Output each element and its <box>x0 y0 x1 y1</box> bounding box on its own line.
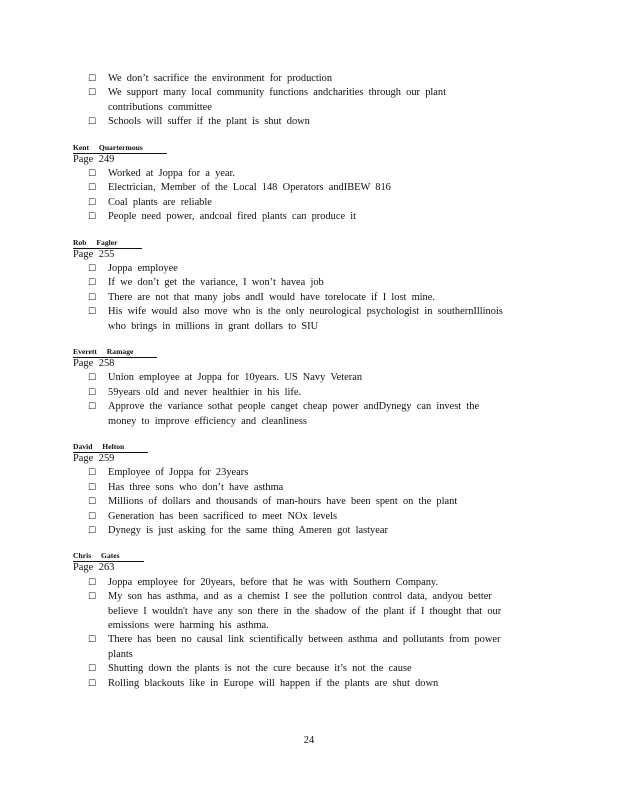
list-item: Worked at Joppa for a year. <box>108 168 235 179</box>
bullet-checkbox-icon: ☐ <box>88 373 97 384</box>
list-item: Joppa employee <box>108 263 178 274</box>
speaker-name: Kent Quartermous <box>73 143 167 154</box>
bullet-checkbox-icon: ☐ <box>88 387 97 398</box>
list-item: His wife would also move who is the only neurological psychologist in southernIllinois <box>108 306 503 318</box>
transcript-page-reference: Page 259 <box>73 453 115 464</box>
transcript-page-reference: Page 258 <box>73 358 115 369</box>
speaker-name: David Helton <box>73 442 148 453</box>
speaker-name: Chris Gates <box>73 551 144 562</box>
list-item: Generation has been sacrificed to meet NOx levels <box>108 510 338 522</box>
bullet-checkbox-icon: ☐ <box>88 482 97 493</box>
list-item: Joppa employee for 20years, before that he was with Southern Company. <box>108 576 439 588</box>
list-item-continuation: who brings in millions in grant dollars to SIU <box>108 320 319 332</box>
transcript-page-reference: Page 249 <box>73 153 115 165</box>
list-item: Shutting down the plants is not the cure because it’s not the cause <box>108 663 412 675</box>
bullet-checkbox-icon: ☐ <box>88 169 97 179</box>
bullet-checkbox-icon: ☐ <box>88 197 97 208</box>
bullet-checkbox-icon: ☐ <box>88 592 97 603</box>
bullet-checkbox-icon: ☐ <box>88 678 97 689</box>
bullet-checkbox-icon: ☐ <box>88 212 97 223</box>
speaker-name: Everett Ramage <box>73 347 157 358</box>
list-item-continuation: money to improve efficiency and cleanliness <box>108 415 307 427</box>
list-item-continuation: believe I wouldn't have any son there in the shadow of the plant if I thought that our <box>108 605 502 617</box>
bullet-checkbox-icon: ☐ <box>88 635 97 646</box>
transcript-page-reference: Page 263 <box>73 562 115 574</box>
list-item: Rolling blackouts like in Europe will happen if the plants are shut down <box>108 677 439 689</box>
list-item-continuation: plants <box>108 648 133 660</box>
bullet-checkbox-icon: ☐ <box>88 664 97 675</box>
list-item: There are not that many jobs andI would have torelocate if I lost mine. <box>108 291 435 303</box>
bullet-checkbox-icon: ☐ <box>88 264 97 274</box>
list-item: Union employee at Joppa for 10years. US Navy Veteran <box>108 372 363 384</box>
bullet-checkbox-icon: ☐ <box>88 402 97 413</box>
bullet-checkbox-icon: ☐ <box>88 74 97 84</box>
list-item-continuation: contributions committee <box>108 101 212 113</box>
bullet-checkbox-icon: ☐ <box>88 497 97 508</box>
list-item-continuation: emissions were harming his asthma. <box>108 620 269 631</box>
bullet-checkbox-icon: ☐ <box>88 577 97 588</box>
list-item: Schools will suffer if the plant is shut down <box>108 116 310 128</box>
bullet-checkbox-icon: ☐ <box>88 88 97 99</box>
page-number: 24 <box>303 735 315 746</box>
list-item: 59years old and never healthier in his life. <box>108 386 302 398</box>
list-item: Dynegy is just asking for the same thing Ameren got lastyear <box>108 525 388 536</box>
list-item: Approve the variance sothat people canget cheap power andDynegy can invest the <box>108 401 480 413</box>
list-item: People need power, andcoal fired plants can produce it <box>108 211 357 223</box>
list-item: Millions of dollars and thousands of man-hours have been spent on the plant <box>108 496 458 508</box>
list-item: My son has asthma, and as a chemist I see the pollution control data, andyou better <box>108 591 492 603</box>
list-item: Has three sons who don’t have asthma <box>108 481 284 493</box>
list-item: We don’t sacrifice the environment for production <box>108 73 333 84</box>
list-item: Employee of Joppa for 23years <box>108 467 249 479</box>
list-item: Electrician, Member of the Local 148 Operators andIBEW 816 <box>108 182 391 194</box>
list-item: If we don’t get the variance, I won’t havea job <box>108 277 324 289</box>
bullet-checkbox-icon: ☐ <box>88 526 97 536</box>
bullet-checkbox-icon: ☐ <box>88 468 97 479</box>
bullet-checkbox-icon: ☐ <box>88 307 97 318</box>
bullet-checkbox-icon: ☐ <box>88 511 97 522</box>
bullet-checkbox-icon: ☐ <box>88 183 97 194</box>
transcript-page-reference: Page 255 <box>73 248 115 260</box>
list-item: There has been no causal link scientifically between asthma and pollutants from power <box>108 634 501 646</box>
list-item: Coal plants are reliable <box>108 196 212 208</box>
bullet-checkbox-icon: ☐ <box>88 278 97 289</box>
speaker-name: Rob Fagler <box>73 238 142 249</box>
bullet-checkbox-icon: ☐ <box>88 117 97 128</box>
bullet-checkbox-icon: ☐ <box>88 292 97 303</box>
list-item: We support many local community functions andcharities through our plant <box>108 87 446 99</box>
